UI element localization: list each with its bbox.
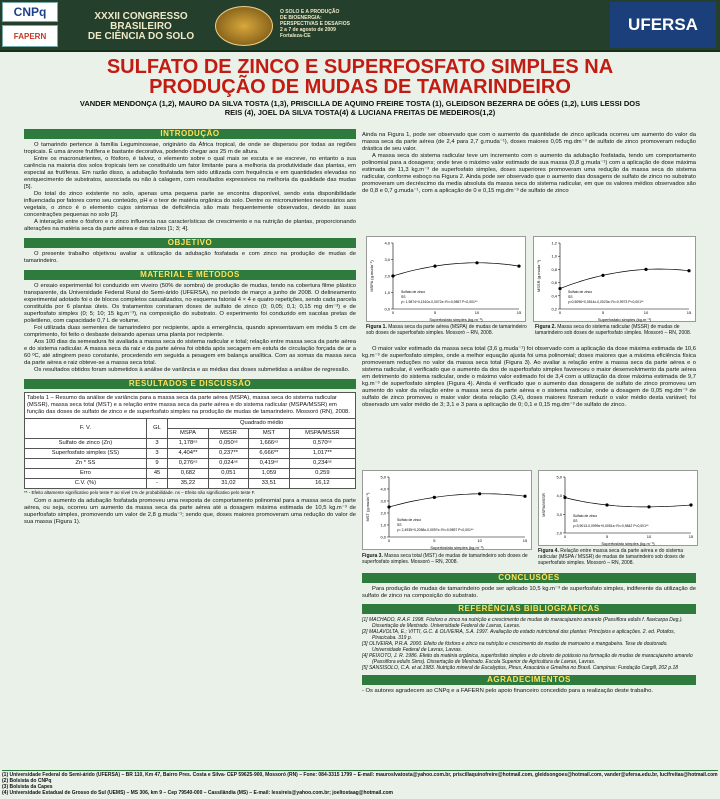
x-axis-label: Superfosfato simples (kg.m⁻³) xyxy=(430,545,484,550)
table-cell: 0,024ⁿˢ xyxy=(208,459,248,469)
table-cell: 0,050ⁿˢ xyxy=(208,439,248,449)
data-point xyxy=(433,496,436,499)
metodos-paragraph: Aos 100 dias da semeadura foi avaliada a massa seca do sistema radicular e total; relação entre massa seca da parte aérea e do sistema radicular. A massa seca da raiz e da parte aérea foi obtida após secagem em estufa de circulação forçada de ar a 60 ºC, até atingirem peso constante, procedendo em seguida a pesagem em balança analítica. Com as somas da massa seca da parte aérea e raiz obteve-se a massa seca total. xyxy=(24,339,356,366)
results-paragraph: Ainda na Figura 1, pode ser observado que com o aumento da quantidade de zinco aplicada ocorreu um aumento do valor da massa seca da parte aérea (de 2,4 para 2,7 g.muda⁻¹), doses maiores 0,05 mg.dm⁻³ de sulfato de zinco promoveram redução drástica de seu valor. xyxy=(362,132,696,152)
x-tick-label: 5 xyxy=(601,310,605,315)
x-tick-label: 0 xyxy=(387,538,391,543)
table-header-col: MSPA/MSSR xyxy=(289,429,355,439)
figure-4-caption: Figura 4. Relação entre massa seca da parte aérea e do sistema radicular (MSPA / MSSR) de mudas de tamarindeiro sob doses de superfosfato simples. Mossoró – RN, 2008. xyxy=(538,548,685,566)
x-tick-label: 10 xyxy=(474,310,480,315)
objetivo-paragraph: O presente trabalho objetivou avaliar a utilização da adubação fosfatada e com zinco na produção de mudas de tamarindeiro. xyxy=(24,251,356,264)
table-header-col: MST xyxy=(249,429,289,439)
y-tick-label: 4,0 xyxy=(556,493,562,499)
table-cell: 0,237** xyxy=(208,449,248,459)
table-row xyxy=(25,479,356,489)
legend-entry: Sulfato de zinco xyxy=(401,290,426,294)
table-row xyxy=(25,469,356,479)
reference-item: [3] OLIVEIRA, P.R.A. 2000. Efeito de fósforo e zinco na nutrição e crescimento de mudas de mamoeiro e mangabeira. Tese de doutorado. Universidade Federal de Lavras, Lavras. xyxy=(362,641,668,653)
legend-entry: SS xyxy=(568,295,573,299)
table-cell: 33,51 xyxy=(249,479,289,489)
table-cell: 1,666ⁿˢ xyxy=(249,439,289,449)
series-line xyxy=(565,498,691,507)
legend-entry: Sulfato de zinco xyxy=(573,514,598,518)
y-tick-label: 0,0 xyxy=(380,534,386,540)
table-row xyxy=(25,449,356,459)
table-cell: 6,666** xyxy=(249,449,289,459)
metodos-paragraph: Foi utilizada duas sementes de tamarindeiro por recipiente, após a emergência, quando apresentavam em média 5 cm de comprimento, foi feito o desbaste deixando apenas uma planta por recipiente. xyxy=(24,325,356,338)
y-axis-label: MST (g.muda⁻¹) xyxy=(365,492,370,522)
table-cell: 4,404** xyxy=(168,449,208,459)
x-tick-label: 15 xyxy=(522,538,528,543)
y-tick-label: 4,0 xyxy=(380,486,386,492)
cnpq-logo: CNPq xyxy=(2,2,58,22)
section-objetivo-heading: OBJETIVO xyxy=(24,238,356,248)
x-axis-label: Superfosfato simples (kg.m⁻³) xyxy=(597,317,652,322)
table-cell: Zn * SS xyxy=(25,459,147,469)
x-axis-label: Superfosfato simples (kg.m⁻³) xyxy=(429,317,483,322)
intro-paragraph: O tamarindo pertence à família Leguminoseae, originário da África tropical, de onde se dispersou por todas as regiões tropicais. É uma árvore frutífera e bastante decorativa, podendo chegar aos 25 m de altura. xyxy=(24,142,356,155)
table-cell: Erro xyxy=(25,469,147,479)
table-cell: 31,02 xyxy=(208,479,248,489)
metodos-paragraph: O ensaio experimental foi conduzido em viveiro (50% de sombra) de produção de mudas, tendo na cobertura filme plástico transparente, da Universidade Federal Rural do Semi-árido (UFERSA), no período de março a junho de 2008. O delineamento experimental adotado foi o de blocos completos casualizados, no esquema fatorial 4 × 4 e quatro repetições, sendo cada parcela constituída por 6 plantas úteis. Os tratamentos constaram doses de sulfato de zinco (0; 0,05; 0,1; 0,15 mg dm⁻³) e de superfosfato simples (0; 5; 10; 15 kg.m⁻³), na composição do substrato. O experimento foi conduzido em sacolas pretas de polietileno, com capacidade 0,7 L de volume. xyxy=(24,283,356,324)
legend-entry: y= 2,4935+0,2058x-0,0097x² R²=0,9897 P<0,001** xyxy=(397,528,474,532)
conclusoes-paragraph: Para produção de mudas de tamarindeiro pode ser aplicado 10,5 kg.m⁻³ de superfosfato simples, indiferente da utilização de sulfato de zinco na composição do substrato. xyxy=(362,586,696,599)
y-tick-label: 5,0 xyxy=(380,474,386,480)
left-column xyxy=(24,129,356,526)
figure-4-chart xyxy=(538,470,698,546)
y-tick-label: 3,0 xyxy=(380,498,386,504)
reference-item: [2] MALAVOLTA, E.; VITTI, G.C. & OLIVEIRA, S.A. 1997. Avaliação do estado nutricional das plantas: Princípios e aplicações. 2. ed. Potafos, Piracicaba. 319 p. xyxy=(362,629,676,641)
legend-entry: Sulfato de zinco xyxy=(568,290,593,294)
x-tick-label: 15 xyxy=(516,310,522,315)
table-cell: 1,017** xyxy=(289,449,355,459)
congress-logo xyxy=(215,6,273,46)
table-header-col: MSSR xyxy=(208,429,248,439)
table-note: ** - Efeito altamente significativo pelo teste F ao nível 1% de probabilidade. ns – Efeito não significativo pelo teste F. xyxy=(24,490,256,495)
intro-paragraph: Entre os macronutrientes, o fósforo, é talvez, o elemento sobre o qual mais se escuta e se escreve, no entanto a sua carência na maioria dos solos tropicais tem se constituído um fator limitante para a melhoria da produtividade das plantas, em especial as frutíferas. Em razão disso, a adubação fosfatada tem sido utilizada com frequência e em quantidades elevadas no enriquecimento de substratos, associada ou não à calagem, com resultados expressivos na melhoria da qualidade das mudas [5]. xyxy=(24,156,356,190)
table-cell: Superfosfato simples (SS) xyxy=(25,449,147,459)
x-tick-label: 0 xyxy=(563,534,567,539)
data-point xyxy=(647,505,650,508)
x-tick-label: 5 xyxy=(433,310,437,315)
data-point xyxy=(601,274,604,277)
data-point xyxy=(475,261,478,264)
table-cell: 0,419ⁿˢ xyxy=(249,459,289,469)
y-tick-label: 1,0 xyxy=(384,290,390,295)
table-cell: 0,234ⁿˢ xyxy=(289,459,355,469)
paper-title: SULFATO DE ZINCO E SUPERFOSFATO SIMPLES NA PRODUÇÃO DE MUDAS DE TAMARINDEIRO xyxy=(106,56,614,98)
table-header-col: MSPA xyxy=(168,429,208,439)
data-point xyxy=(689,503,692,506)
table-cell: 0,051 xyxy=(208,469,248,479)
y-tick-label: 0,0 xyxy=(384,306,390,312)
series-line xyxy=(560,269,689,289)
table-cell: 0,570ⁿˢ xyxy=(289,439,355,449)
table-cell: 0,259 xyxy=(289,469,355,479)
table-caption: Tabela 1 – Resumo da análise de variância para a massa seca da parte aérea (MSPA), massa seca do sistema radicular (MSSR), massa seca total (MST) e a relação entre massa seca da parte aérea e do sistema radicular (MSPA/MSSR) em função das doses de sulfato de zinco e de superfosfato simples na produção de mudas de tamarindeiro. Mossoró (RN), 2008. xyxy=(24,392,356,418)
y-tick-label: 1,0 xyxy=(551,253,557,259)
results-paragraph: Com o aumento da adubação fosfatada promoveu uma resposta de comportamento polinomial para a massa seca da parte aérea, ou seja, ocorreu um aumento da massa seca da parte aérea até a dosagem máxima estimada de 10,5 kg.m⁻³ de superfosfato simples, promovendo um valor de 2,8 g.muda⁻¹; sendo que, doses maiores promoveram uma redução do valor de sua massa (Figura 1). xyxy=(24,498,356,525)
right-column-middle xyxy=(362,346,696,409)
table-cell: 0,276ⁿˢ xyxy=(168,459,208,469)
y-tick-label: 2,0 xyxy=(384,273,390,279)
results-paragraph: A massa seca do sistema radicular teve um incremento com o aumento da adubação fosfatada, tendo um comportamento polinomial para a dosagens; onde teve o máximo valor estimado de sua massa (0,8 g.muda⁻¹) com a aplicação de dose máxima estimada de 11,3 kg.m⁻³ de superfosfato simples, doses superiores promoveram uma redução da massa seca do sistema radicular, conforme esboço na Figura 2. Ainda pode ser observado que o aumento das dosagens de sulfato de zinco no substrato promoveram um decréscimo da media absoluta da massa seca do sistema radicular, em que os valores médios observados são de 0,8 e 0,7 g.muda⁻¹, com a aplicação de 0 e 0,15 mg.dm⁻³ de sulfato de zinco xyxy=(362,153,696,194)
table-row xyxy=(25,439,356,449)
y-tick-label: 3,0 xyxy=(384,257,390,262)
table-cell: 3 xyxy=(146,449,167,459)
table-cell: 45 xyxy=(146,469,167,479)
congress-name: XXXII CONGRESSO BRASILEIRO DE CIÊNCIA DO SOLO xyxy=(87,11,195,42)
legend-entry: Sulfato de zinco xyxy=(397,518,422,522)
data-point xyxy=(563,496,566,499)
section-resultados-heading: RESULTADOS E DISCUSSÃO xyxy=(24,379,356,389)
section-agradecimentos-heading: AGRADECIMENTOS xyxy=(362,675,696,685)
y-axis-label: MSPA (g.muda⁻¹) xyxy=(369,260,374,292)
x-axis-label: Superfosfato simples (kg.m⁻³) xyxy=(601,541,655,546)
y-axis-label: MSSR (g.muda⁻¹) xyxy=(536,259,541,293)
x-tick-label: 5 xyxy=(605,534,609,539)
x-tick-label: 10 xyxy=(643,310,649,315)
data-point xyxy=(433,265,436,268)
figure-3-chart xyxy=(362,470,532,550)
data-point xyxy=(523,495,526,498)
figure-1-caption: Figura 1. Massa seca da parte aérea (MSPA) de mudas de tamarindeiro sob doses de superfosfato simples. Mossoró – RN, 2008. xyxy=(366,324,527,336)
reference-item: [1] MACHADO, R.A.F. 1998. Fósforo e zinco na nutrição e crescimento de mudas de maracujazeiro amarelo (Passiflora edulis f. flavicarpa Deg.). Dissertação de Mestrado. Universidade Federal de Lavras, Lavras. xyxy=(362,617,683,629)
results-paragraph: O maior valor estimado da massa seca total (3,6 g.muda⁻¹) foi observado com a aplicação da dose máxima estimada de 10,6 kg.m⁻³ de superfosfato simples, onde a melhor equação ajusta foi uma polinomial; doses maiores que a máxima eficiência física promoveram reduções no valor da massa seca total (Figura 3). Ao avaliar a relação entre a massa seca da parte aérea e o sistema radicular, é verificado que o aumento da dos de superfosfato simples favoreceu o maior desenvolvimento da parte aérea em detrimento do sistema radicular, onde o máximo valor estimado foi de 3,4 com a utilização da dose máxima estimada de 9,7 kg.m⁻³ de superfosfato simples (Figura 4). Ainda é verificado que o aumento das dosagens de sulfato de zinco promoveu um aumento do valor da relação entre a massa seca da parte aérea e o sistema radicular, onde a dosagem de 0,05 mg.dm⁻³ de sulfato de zinco promoveu o maior valor desta relação (3,4), doses maiores fizeram reduzir o valor médio desta variável; foi observado um valor médio de 3; 3,1 e 3 para a aplicação de 0; 0,1 e 0,15 mg.dm⁻³ de sulfato de zinco. xyxy=(362,346,696,408)
y-tick-label: 0,6 xyxy=(551,280,557,286)
data-point xyxy=(687,269,690,272)
poster-header xyxy=(0,0,720,52)
data-point xyxy=(644,268,647,271)
legend-entry: SS xyxy=(397,523,402,527)
legend-entry: SS xyxy=(573,519,578,523)
table-cell: 1,178ⁿˢ xyxy=(168,439,208,449)
table-cell: - xyxy=(146,479,167,489)
fapern-logo: FAPERN xyxy=(2,25,58,47)
x-tick-label: 0 xyxy=(391,310,395,315)
table-cell: C.V. (%) xyxy=(25,479,147,489)
y-tick-label: 4,0 xyxy=(384,240,390,246)
anova-table xyxy=(24,418,356,489)
figure-3-caption: Figura 3. Massa seca total (MST) de mudas de tamarindeiro sob doses de superfosfato simples. Mossoró – RN, 2008. xyxy=(362,553,528,565)
figure-2-caption: Figura 2. Massa seca do sistema radicular (MSSR) de mudas de tamarindeiro sob doses de superfosfato simples. Mossoró – RN, 2008. xyxy=(535,324,692,336)
intro-paragraph: A interação entre o fósforo e o zinco influencia nas características de crescimento e na nutrição de plantas, proporcionando alterações na matéria seca da parte aérea e das raízes [1; 3; 4]. xyxy=(24,219,356,232)
table-row xyxy=(25,459,356,469)
data-point xyxy=(387,505,390,508)
y-tick-label: 0,2 xyxy=(551,306,557,312)
table-cell: 16,12 xyxy=(289,479,355,489)
table-header-group: Quadrado médio xyxy=(168,419,356,429)
right-column-top xyxy=(362,132,696,195)
series-line xyxy=(393,263,519,276)
data-point xyxy=(391,274,394,277)
data-point xyxy=(605,503,608,506)
x-tick-label: 10 xyxy=(646,534,652,539)
table-header-fv: F. V. xyxy=(25,419,147,439)
affiliations-footnote: (1) Universidade Federal do Semi-árido (UFERSA) – BR 110, Km 47, Bairro Pres. Costa e Silva- CEP 59625-900, Mossoró (RN) – Fone: 084-3315 1799 – E-mail: mauroslvatosta@yahoo.com.br, priscillaquinofreire@hotmail.com, gleidsongoes@hotmail.com, vander@ufersa.edu.br, lucifreitas@hotmail.com (2) Bolsista do CNPq (3) Bolsista da Capes (4) Universidade Estadual de Grosso do Sul (UEMS) – MS 306, km 9 – Cep 79540-000 – Cassilândia (MS) – E-mail: lessireis@yahoo.com.br; joeltostaag@hotmail.com xyxy=(2,772,718,796)
reference-item: [5] SANSISOLO, C.A. et al.1983. Nutrição mineral de Eucalyptus, Pinus, Araucária e Gmelina no Brasil. Campinas: Fundação Cargill, 202 p.18 xyxy=(362,665,679,671)
right-column-bottom xyxy=(362,573,696,695)
legend-entry: y=3,9013-0,0999x+0,0051x² R²=0,9842 P<0,001** xyxy=(573,524,649,528)
table-cell: 1,059 xyxy=(249,469,289,479)
intro-paragraph: Do total do zinco existente no solo, apenas uma pequena parte se encontra disponível, sendo esta disponibilidade influenciada por fatores como seu conteúdo, pH e o teor de matéria orgânica do solo. Dentre os micronutrientes necessários aos vegetais, o zinco é o elemento cujos sintomas de deficiência são mais frequentemente observados, devido às suas concentrações pequenas no solo [2]. xyxy=(24,191,356,218)
agradecimentos-paragraph: - Os autores agradecem ao CNPq e a FAFERN pelo apoio financeiro concedido para a realização deste trabalho. xyxy=(362,688,653,694)
y-tick-label: 0,8 xyxy=(551,266,557,272)
x-tick-label: 15 xyxy=(688,534,694,539)
y-tick-label: 0,4 xyxy=(551,293,557,299)
figure-1-chart xyxy=(366,236,526,322)
section-metodos-heading: MATERIAL E MÉTODOS xyxy=(24,270,356,280)
y-tick-label: 5,0 xyxy=(556,474,562,480)
legend-entry: SS xyxy=(401,295,406,299)
x-tick-label: 5 xyxy=(433,538,436,543)
x-tick-label: 0 xyxy=(558,310,562,315)
data-point xyxy=(558,287,561,290)
section-conclusoes-heading: CONCLUSÕES xyxy=(362,573,696,583)
table-cell: 3 xyxy=(146,439,167,449)
metodos-paragraph: Os resultados obtidos foram submetidos à análise de variância e as médias das doses submetidas a análise de regressão. xyxy=(34,367,350,373)
table-cell: Sulfato de zinco (Zn) xyxy=(25,439,147,449)
series-line xyxy=(389,494,525,507)
x-tick-label: 15 xyxy=(686,310,692,315)
table-cell: 0,682 xyxy=(168,469,208,479)
section-referencias-heading: REFERÊNCIAS BIBLIOGRÁFICAS xyxy=(362,604,696,614)
y-tick-label: 3,0 xyxy=(556,511,562,517)
y-tick-label: 2,0 xyxy=(556,530,562,536)
y-tick-label: 1,2 xyxy=(551,240,557,246)
y-tick-label: 2,0 xyxy=(380,510,386,516)
y-axis-label: MSPA/MSSR xyxy=(541,493,546,517)
congress-theme: O SOLO E A PRODUÇÃO DE BIOENERGIA: PERSPECTIVAS E DESAFIOS 2 a 7 de agosto de 2009 Fortaleza-CE xyxy=(280,9,350,39)
table-cell: 35,22 xyxy=(168,479,208,489)
table-cell: 9 xyxy=(146,459,167,469)
table-header-gl: GL xyxy=(146,419,167,439)
authors: VANDER MENDONÇA (1,2), MAURO DA SILVA TOSTA (1,3), PRISCILLA DE AQUINO FREIRE TOSTA (1), GLEIDSON BEZERRA DE GÓES (1,2), LUIS LESSI DOS REIS (4), JOEL DA SILVA TOSTA(4) & LUCIANA FREITAS DE MEDEIROS(1,2) xyxy=(79,99,641,117)
x-tick-label: 10 xyxy=(477,538,482,543)
ufersa-logo: UFERSA xyxy=(610,2,716,48)
reference-item: [4] PEIXOTO, J. R. 1986. Efeito da matéria orgânica, superfosfato simples e do cloreto de potássio na formação de mudas de maracujazeiro amarelo (Passiflora edulis Sims). Dissertação de Mestrado. Escola Superior de Agricultura de Lavras, Lavras. xyxy=(362,653,693,665)
figure-2-chart xyxy=(533,236,696,322)
data-point xyxy=(478,492,481,495)
legend-entry: y= 1,9874+0,1510x-0,0072x² R²=0,9857 P<0,001** xyxy=(401,300,478,304)
legend-entry: y=0,5096+0,0514x-0,0023x² R²=0,9973 P<0,001** xyxy=(568,300,644,304)
data-point xyxy=(517,265,520,268)
section-intro-heading: INTRODUÇÃO xyxy=(24,129,356,139)
y-tick-label: 1,0 xyxy=(380,522,386,528)
